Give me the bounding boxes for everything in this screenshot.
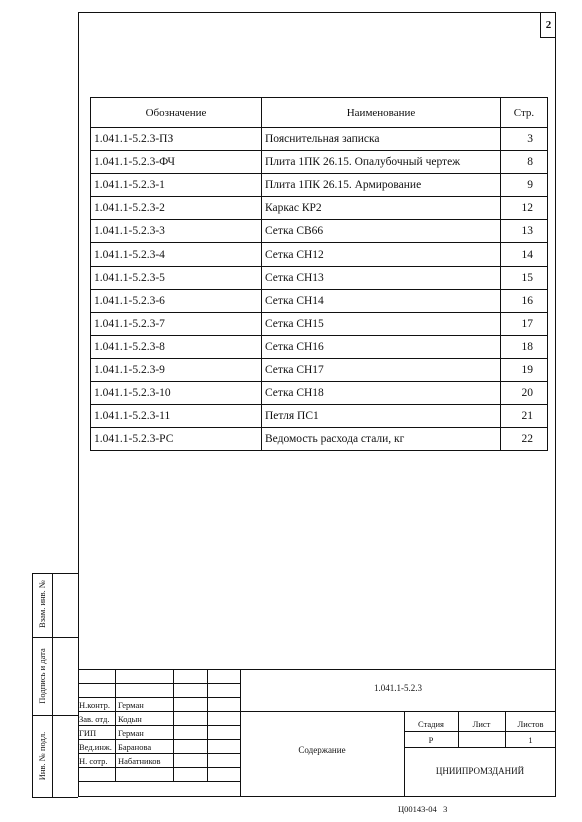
table-row	[91, 151, 548, 174]
titleblock-col	[458, 711, 459, 747]
titleblock-line	[78, 753, 240, 754]
table-row	[91, 335, 548, 358]
row-name: Плита 1ПК 26.15. Опалубочный чертеж	[262, 151, 501, 174]
table-row	[91, 243, 548, 266]
stage-label: Стадия	[418, 719, 444, 729]
row-page: 14	[501, 243, 548, 266]
table-row	[91, 312, 548, 335]
titleblock-line	[78, 781, 240, 782]
row-designation: 1.041.1-5.2.3-11	[91, 405, 262, 428]
row-designation: 1.041.1-5.2.3-4	[91, 243, 262, 266]
row-page: 21	[501, 405, 548, 428]
titleblock-line	[78, 767, 240, 768]
row-page: 3	[501, 128, 548, 151]
row-designation: 1.041.1-5.2.3-1	[91, 174, 262, 197]
table-row	[91, 405, 548, 428]
table-row	[91, 358, 548, 381]
role-label: Вед.инж.	[79, 742, 112, 752]
sheet-title: Содержание	[298, 745, 346, 755]
table-row	[91, 220, 548, 243]
row-name: Сетка СН18	[262, 382, 501, 405]
row-page: 16	[501, 289, 548, 312]
titleblock-line	[78, 725, 240, 726]
row-designation: 1.041.1-5.2.3-2	[91, 197, 262, 220]
header-designation: Обозначение	[91, 98, 262, 128]
role-name: Набатников	[118, 756, 161, 766]
header-name: Наименование	[262, 98, 501, 128]
titleblock-col	[207, 669, 208, 781]
row-name: Каркас КР2	[262, 197, 501, 220]
titleblock-col	[173, 669, 174, 781]
organization: ЦНИИПРОМЗДАНИЙ	[435, 766, 525, 776]
margin-inv-label: Инв. № подл.	[37, 731, 47, 781]
margin-border-left	[32, 573, 33, 797]
row-designation: 1.041.1-5.2.3-5	[91, 266, 262, 289]
row-designation: 1.041.1-5.2.3-ФЧ	[91, 151, 262, 174]
margin-signature-label: Подпись и дата	[37, 648, 47, 704]
role-name: Баранова	[118, 742, 152, 752]
table-row	[91, 266, 548, 289]
titleblock-line	[78, 697, 240, 698]
titleblock-line	[404, 731, 556, 732]
row-page: 12	[501, 197, 548, 220]
row-name: Сетка СВ66	[262, 220, 501, 243]
table-row	[91, 382, 548, 405]
row-page: 19	[501, 358, 548, 381]
sheet-label: Лист	[472, 719, 491, 729]
sheets-label: Листов	[517, 719, 544, 729]
row-page: 18	[501, 335, 548, 358]
stage-value: Р	[428, 735, 434, 745]
row-name: Сетка СН16	[262, 335, 501, 358]
row-page: 20	[501, 382, 548, 405]
table-row	[91, 174, 548, 197]
row-designation: 1.041.1-5.2.3-10	[91, 382, 262, 405]
row-page: 17	[501, 312, 548, 335]
footer-code: Ц00143-04 3	[398, 804, 448, 814]
row-designation: 1.041.1-5.2.3-3	[91, 220, 262, 243]
sheets-value: 1	[528, 735, 533, 745]
row-name: Сетка СН12	[262, 243, 501, 266]
titleblock-line	[78, 739, 240, 740]
row-page: 13	[501, 220, 548, 243]
row-name: Сетка СН13	[262, 266, 501, 289]
role-label: Зав. отд.	[79, 714, 110, 724]
row-name: Ведомость расхода стали, кг	[262, 428, 501, 451]
row-name: Пояснительная записка	[262, 128, 501, 151]
table-row	[91, 197, 548, 220]
table-row	[91, 289, 548, 312]
margin-border-inner	[52, 573, 53, 797]
sheet-number: 2	[540, 12, 556, 38]
row-designation: 1.041.1-5.2.3-ПЗ	[91, 128, 262, 151]
titleblock-top	[78, 669, 556, 670]
row-designation: 1.041.1-5.2.3-9	[91, 358, 262, 381]
role-label: Н.контр.	[79, 700, 110, 710]
margin-vzam-label: Взам. инв. №	[37, 580, 47, 628]
row-name: Сетка СН17	[262, 358, 501, 381]
row-designation: 1.041.1-5.2.3-8	[91, 335, 262, 358]
row-name: Сетка СН15	[262, 312, 501, 335]
titleblock-col	[115, 669, 116, 781]
table-row	[91, 128, 548, 151]
row-page: 9	[501, 174, 548, 197]
row-page: 8	[501, 151, 548, 174]
titleblock-line	[404, 747, 556, 748]
role-label: Н. сотр.	[79, 756, 108, 766]
row-name: Петля ПС1	[262, 405, 501, 428]
row-name: Плита 1ПК 26.15. Армирование	[262, 174, 501, 197]
role-name: Кодын	[118, 714, 142, 724]
role-name: Герман	[118, 728, 144, 738]
table-row	[91, 428, 548, 451]
titleblock-line	[78, 711, 556, 712]
row-name: Сетка СН14	[262, 289, 501, 312]
role-label: ГИП	[79, 728, 97, 738]
contents-table	[90, 97, 548, 451]
table-header-row	[91, 98, 548, 128]
row-designation: 1.041.1-5.2.3-РС	[91, 428, 262, 451]
role-name: Герман	[118, 700, 144, 710]
header-page: Стр.	[501, 98, 548, 128]
row-designation: 1.041.1-5.2.3-6	[91, 289, 262, 312]
document-code: 1.041.1-5.2.3	[374, 683, 422, 693]
row-page: 15	[501, 266, 548, 289]
titleblock-line	[78, 683, 240, 684]
row-page: 22	[501, 428, 548, 451]
row-designation: 1.041.1-5.2.3-7	[91, 312, 262, 335]
